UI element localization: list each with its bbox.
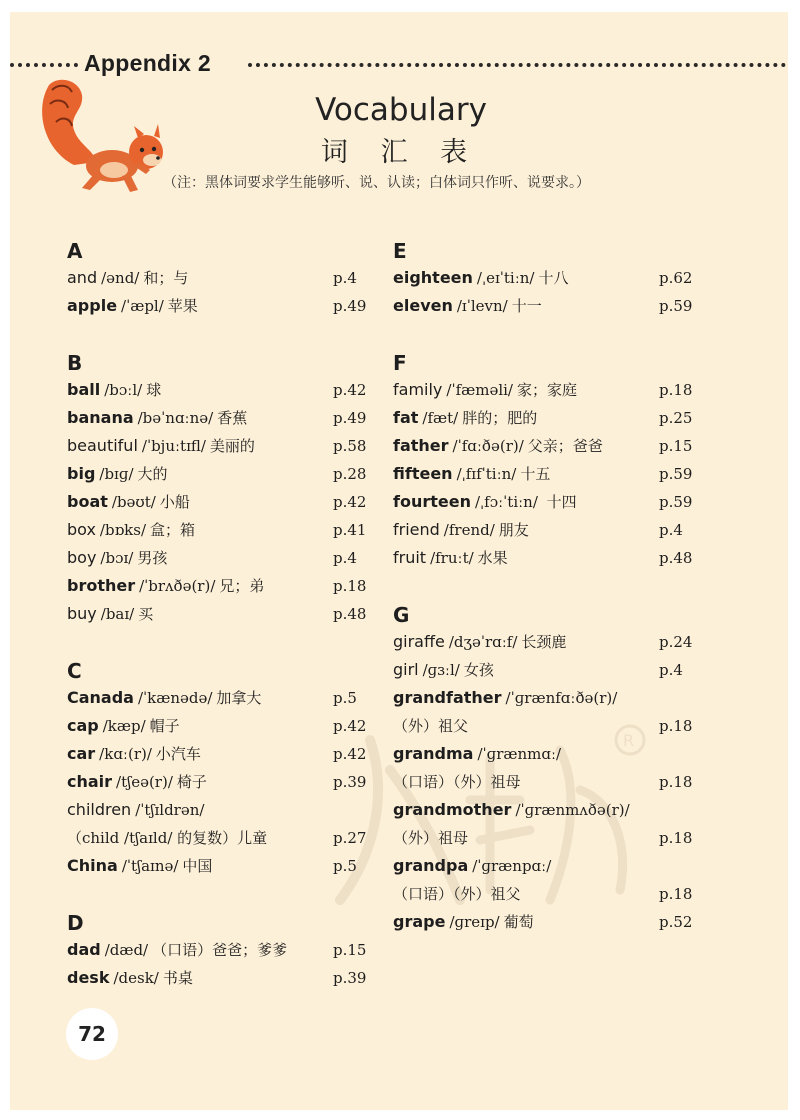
entry-word: brother xyxy=(67,576,136,595)
vocab-entry xyxy=(67,376,367,404)
entry-phonetic: /fæt/ xyxy=(422,409,459,427)
entry-page-ref: p.48 xyxy=(333,605,367,623)
letter-section-e xyxy=(393,238,693,320)
usage-note: （注：黑体词要求学生能够听、说、认读；白体词只作听、说要求。） xyxy=(163,175,590,191)
entry-page-ref: p.41 xyxy=(333,521,367,539)
entry-page-ref: p.4 xyxy=(333,549,357,567)
entry-meaning: 女孩 xyxy=(463,661,494,679)
entry-meaning: 中国 xyxy=(182,857,213,875)
page-title-chinese: 词 汇 表 xyxy=(320,137,480,168)
entry-page-ref: p.18 xyxy=(659,717,693,735)
vocab-entry xyxy=(67,516,367,544)
entry-meaning: 大的 xyxy=(137,465,168,483)
entry-word: girl xyxy=(393,660,419,679)
entry-page-ref: p.18 xyxy=(659,773,693,791)
letter-section-g xyxy=(393,602,693,936)
entry-page-ref: p.15 xyxy=(333,941,367,959)
vocab-entry xyxy=(67,796,367,824)
entry-word: chair xyxy=(67,772,113,791)
vocab-entry xyxy=(393,264,693,292)
entry-page-ref: p.5 xyxy=(333,689,357,707)
letter-section-f xyxy=(393,350,693,572)
entry-page-ref: p.59 xyxy=(659,493,693,511)
vocab-entry xyxy=(67,488,367,516)
appendix-label: Appendix 2 xyxy=(84,50,211,76)
entry-meaning: 加拿大 xyxy=(216,689,262,707)
entry-phonetic: /ˈɡrænpɑː/ xyxy=(472,857,552,875)
vocab-entry xyxy=(393,432,693,460)
entry-meaning: 兄；弟 xyxy=(219,577,265,595)
entry-page-ref: p.28 xyxy=(333,465,367,483)
entry-meaning: 小船 xyxy=(159,493,190,511)
entry-word: desk xyxy=(67,968,110,987)
letter-section-d xyxy=(67,910,367,992)
entry-meaning: 和；与 xyxy=(143,269,189,287)
entry-phonetic: /ˌfɔːˈtiːn/ xyxy=(474,493,538,511)
entry-page-ref: p.48 xyxy=(659,549,693,567)
vocab-entry xyxy=(67,460,367,488)
entry-word: buy xyxy=(67,604,97,623)
entry-word: friend xyxy=(393,520,440,539)
vocab-entry xyxy=(67,964,367,992)
entry-word: boat xyxy=(67,492,108,511)
entry-phonetic: /desk/ xyxy=(113,969,159,987)
entry-word: fourteen xyxy=(393,492,471,511)
entry-word: beautiful xyxy=(67,436,138,455)
entry-phonetic: /bəʊt/ xyxy=(111,493,156,511)
entry-meaning: 小汽车 xyxy=(155,745,201,763)
entry-meaning: 父亲；爸爸 xyxy=(527,437,603,455)
page-title: Vocabulary xyxy=(315,92,487,128)
vocab-entry xyxy=(393,376,693,404)
entry-meaning: 水果 xyxy=(477,549,508,567)
section-letter: G xyxy=(393,603,410,627)
section-letter: D xyxy=(67,911,84,935)
entry-page-ref: p.39 xyxy=(333,969,367,987)
vocab-entry xyxy=(67,712,367,740)
letter-section-a xyxy=(67,238,367,320)
entry-word: Canada xyxy=(67,688,134,707)
vocab-entry xyxy=(393,404,693,432)
entry-word: fifteen xyxy=(393,464,453,483)
entry-page-ref: p.59 xyxy=(659,465,693,483)
entry-continuation: （口语）（外）祖父 xyxy=(393,885,521,903)
entry-meaning: 长颈鹿 xyxy=(521,633,567,651)
entry-page-ref: p.42 xyxy=(333,381,367,399)
entry-page-ref: p.18 xyxy=(333,577,367,595)
entry-page-ref: p.4 xyxy=(659,661,683,679)
entry-phonetic: /frend/ xyxy=(443,521,495,539)
entry-phonetic: /ˌeɪˈtiːn/ xyxy=(476,269,535,287)
vocab-entry xyxy=(393,712,693,740)
entry-meaning: 帽子 xyxy=(149,717,180,735)
entry-phonetic: /ˈfæməli/ xyxy=(446,381,513,399)
entry-phonetic: /ˈæpl/ xyxy=(121,297,164,315)
entry-phonetic: /bɒks/ xyxy=(99,521,147,539)
entry-word: grape xyxy=(393,912,446,931)
entry-meaning: 胖的；肥的 xyxy=(462,409,538,427)
entry-meaning: 买 xyxy=(138,605,154,623)
entry-word: and xyxy=(67,268,98,287)
entry-word: apple xyxy=(67,296,118,315)
dotted-rule-right xyxy=(248,63,786,67)
vocab-entry xyxy=(67,768,367,796)
entry-page-ref: p.49 xyxy=(333,297,367,315)
entry-phonetic: /kɑː(r)/ xyxy=(99,745,152,763)
dotted-rule-left xyxy=(10,63,78,67)
vocab-entry xyxy=(393,460,693,488)
entry-page-ref: p.24 xyxy=(659,633,693,651)
vocab-entry xyxy=(67,824,367,852)
entry-page-ref: p.59 xyxy=(659,297,693,315)
entry-page-ref: p.42 xyxy=(333,717,367,735)
vocab-entry xyxy=(67,432,367,460)
entry-page-ref: p.4 xyxy=(659,521,683,539)
entry-word: giraffe xyxy=(393,632,445,651)
section-letter: C xyxy=(67,659,82,683)
entry-word: box xyxy=(67,520,96,539)
entry-word: big xyxy=(67,464,96,483)
entry-word: cap xyxy=(67,716,99,735)
entry-phonetic: /ˈɡrænmʌðə(r)/ xyxy=(515,801,630,819)
entry-word: car xyxy=(67,744,96,763)
section-letter: B xyxy=(67,351,83,375)
entry-word: fat xyxy=(393,408,419,427)
entry-page-ref: p.52 xyxy=(659,913,693,931)
entry-page-ref: p.39 xyxy=(333,773,367,791)
entry-phonetic: /ˈtʃaɪnə/ xyxy=(121,857,179,875)
entry-page-ref: p.42 xyxy=(333,493,367,511)
entry-page-ref: p.18 xyxy=(659,381,693,399)
entry-meaning: 盒；箱 xyxy=(150,521,196,539)
vocab-entry xyxy=(67,572,367,600)
entry-word: father xyxy=(393,436,449,455)
entry-page-ref: p.42 xyxy=(333,745,367,763)
page-number: 72 xyxy=(78,1022,106,1046)
vocab-entry xyxy=(393,880,693,908)
entry-word: banana xyxy=(67,408,134,427)
entry-phonetic: /baɪ/ xyxy=(100,605,135,623)
entry-continuation: （外）祖父 xyxy=(393,717,469,735)
entry-continuation: （口语）（外）祖母 xyxy=(393,773,521,791)
entry-phonetic: /ˈɡrænmɑː/ xyxy=(477,745,562,763)
entry-word: dad xyxy=(67,940,101,959)
entry-meaning: 苹果 xyxy=(167,297,198,315)
entry-page-ref: p.58 xyxy=(333,437,367,455)
vocab-entry xyxy=(393,544,693,572)
entry-phonetic: /bɔːl/ xyxy=(104,381,143,399)
entry-page-ref: p.4 xyxy=(333,269,357,287)
entry-phonetic: /bɪɡ/ xyxy=(99,465,134,483)
entry-phonetic: /fruːt/ xyxy=(430,549,474,567)
entry-phonetic: /ˈbjuːtɪfl/ xyxy=(141,437,206,455)
entry-continuation: （child /tʃaɪld/ 的复数）儿童 xyxy=(67,829,268,847)
entry-phonetic: /ənd/ xyxy=(101,269,140,287)
section-letter: F xyxy=(393,351,407,375)
entry-word: eighteen xyxy=(393,268,473,287)
entry-phonetic: /ɡreɪp/ xyxy=(449,913,500,931)
entry-phonetic: /dæd/ xyxy=(104,941,149,959)
entry-page-ref: p.18 xyxy=(659,829,693,847)
vocab-entry xyxy=(67,264,367,292)
vocab-entry xyxy=(393,656,693,684)
vocab-entry xyxy=(393,628,693,656)
vocab-entry xyxy=(393,852,693,880)
vocab-entry xyxy=(67,544,367,572)
entry-word: fruit xyxy=(393,548,427,567)
entry-page-ref: p.27 xyxy=(333,829,367,847)
entry-page-ref: p.25 xyxy=(659,409,693,427)
entry-word: grandpa xyxy=(393,856,469,875)
entry-phonetic: /ˈbrʌðə(r)/ xyxy=(139,577,216,595)
vocab-entry xyxy=(393,768,693,796)
vocab-entry xyxy=(67,600,367,628)
entry-meaning: 书桌 xyxy=(162,969,193,987)
entry-meaning: 美丽的 xyxy=(209,437,255,455)
entry-meaning: 家；家庭 xyxy=(516,381,577,399)
entry-phonetic: /ˈtʃɪldrən/ xyxy=(135,801,205,819)
entry-page-ref: p.15 xyxy=(659,437,693,455)
entry-phonetic: /tʃeə(r)/ xyxy=(116,773,173,791)
vocab-entry xyxy=(393,740,693,768)
vocab-entry xyxy=(67,684,367,712)
entry-continuation: （外）祖母 xyxy=(393,829,469,847)
entry-page-ref: p.62 xyxy=(659,269,693,287)
vocab-entry xyxy=(393,292,693,320)
vocab-entry xyxy=(393,516,693,544)
entry-page-ref: p.49 xyxy=(333,409,367,427)
vocabulary-column-right xyxy=(393,238,693,966)
vocabulary-column-left xyxy=(67,238,367,1022)
entry-page-ref: p.5 xyxy=(333,857,357,875)
letter-section-b xyxy=(67,350,367,628)
entry-meaning: 十一 xyxy=(511,297,542,315)
entry-phonetic: /ɪˈlevn/ xyxy=(456,297,508,315)
vocab-entry xyxy=(393,684,693,712)
entry-phonetic: /ˈfɑːðə(r)/ xyxy=(452,437,524,455)
entry-word: grandfather xyxy=(393,688,502,707)
vocab-entry xyxy=(67,936,367,964)
vocab-entry xyxy=(393,908,693,936)
section-letter: E xyxy=(393,239,407,263)
entry-phonetic: /ˈkænədə/ xyxy=(137,689,213,707)
vocab-entry xyxy=(393,796,693,824)
section-letter: A xyxy=(67,239,83,263)
entry-page-ref: p.18 xyxy=(659,885,693,903)
vocab-entry xyxy=(67,292,367,320)
entry-word: ball xyxy=(67,380,101,399)
entry-word: China xyxy=(67,856,118,875)
entry-phonetic: /dʒəˈrɑːf/ xyxy=(448,633,518,651)
entry-phonetic: /kæp/ xyxy=(102,717,146,735)
entry-phonetic: /bəˈnɑːnə/ xyxy=(137,409,214,427)
entry-word: family xyxy=(393,380,443,399)
entry-phonetic: /ɡɜːl/ xyxy=(422,661,460,679)
entry-meaning: 十四 xyxy=(541,493,577,511)
vocab-entry xyxy=(393,488,693,516)
entry-meaning: 朋友 xyxy=(498,521,529,539)
entry-meaning: 十五 xyxy=(520,465,551,483)
entry-meaning: 香蕉 xyxy=(217,409,248,427)
entry-word: grandmother xyxy=(393,800,512,819)
entry-word: eleven xyxy=(393,296,453,315)
entry-meaning: 葡萄 xyxy=(503,913,534,931)
entry-word: grandma xyxy=(393,744,474,763)
vocab-entry xyxy=(67,852,367,880)
entry-phonetic: /ˌfɪfˈtiːn/ xyxy=(456,465,517,483)
entry-meaning: 十八 xyxy=(538,269,569,287)
vocab-entry xyxy=(67,740,367,768)
svg-text:R: R xyxy=(623,731,635,750)
entry-meaning: 椅子 xyxy=(176,773,207,791)
entry-word: children xyxy=(67,800,132,819)
letter-section-c xyxy=(67,658,367,880)
entry-meaning: （口语）爸爸；爹爹 xyxy=(152,941,288,959)
entry-meaning: 男孩 xyxy=(137,549,168,567)
entry-word: boy xyxy=(67,548,97,567)
entry-meaning: 球 xyxy=(146,381,162,399)
entry-phonetic: /bɔɪ/ xyxy=(100,549,134,567)
vocab-entry xyxy=(67,404,367,432)
entry-phonetic: /ˈɡrænfɑːðə(r)/ xyxy=(505,689,618,707)
vocab-entry xyxy=(393,824,693,852)
